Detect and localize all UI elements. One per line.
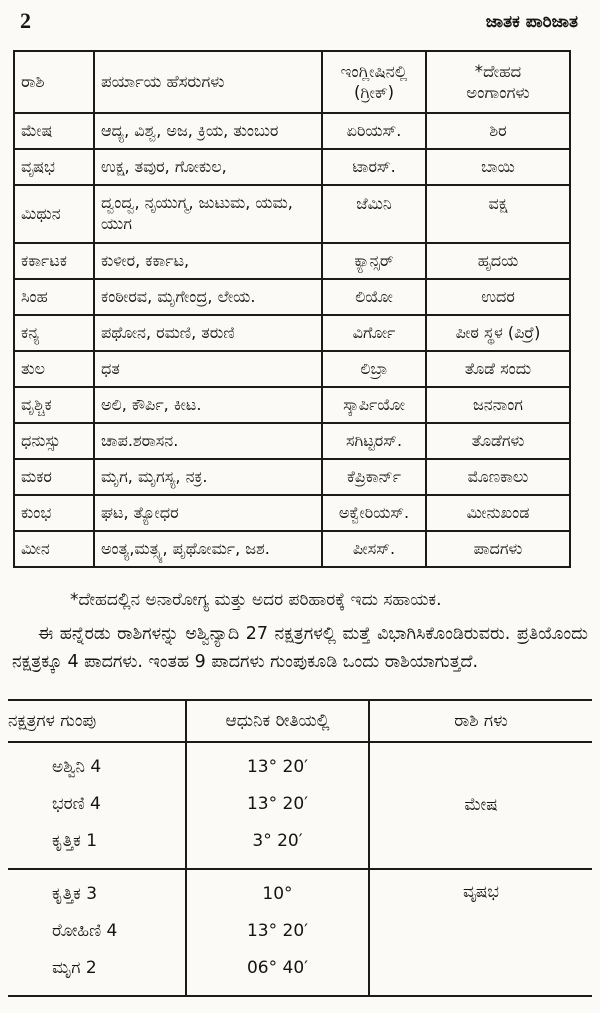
degree-value: 06° 40′ — [246, 957, 309, 978]
table-row — [14, 279, 570, 315]
alternate-names: ಚಾಪ.ಶರಾಸನ. — [94, 423, 322, 459]
running-title: ಜಾತಕ ಪಾರಿಜಾತ — [485, 12, 578, 32]
greek-name: ವಿರ್ಗೋ — [322, 315, 426, 351]
body-part: ಮೀನುಖಂಡ — [426, 495, 570, 531]
alternate-names: ಆದ್ಯ, ವಿಶ್ವ, ಅಜ, ಕ್ರಿಯ, ತುಂಬುರ — [94, 113, 322, 149]
page-number: 2 — [20, 8, 31, 33]
alternate-names: ಕಂಠೀರವ, ಮೃಗೇಂದ್ರ, ಲೇಯ. — [94, 279, 322, 315]
col-header-body-parts — [426, 51, 570, 113]
body-part: ಪೀಠ ಸ್ಥಳ (ಪಿರ್ರೆ) — [426, 315, 570, 351]
nakshatra-name: ಮೃಗ 2 — [52, 957, 97, 978]
degree-values — [185, 743, 370, 868]
rashi-name: ವೃಷಭ — [14, 149, 94, 185]
alternate-names: ಅಂತ್ಯ,ಮತ್ಸ್ಯ, ಪೃಥೋರ್ಮ, ಜಶ. — [94, 531, 322, 567]
col-header-english-greek — [322, 51, 426, 113]
page-header — [0, 0, 600, 34]
alternate-names: ದ್ವಂದ್ವ, ನೃಯುಗ್ಮ, ಜುಟುಮ, ಯಮ, ಯುಗ — [94, 185, 322, 243]
degree-value: 3° 20′ — [252, 830, 303, 851]
body-part: ಉದರ — [426, 279, 570, 315]
rashi-name: ಕರ್ಕಾಟಕ — [14, 243, 94, 279]
nakshatra-name: ಕೃತ್ತಿಕ 1 — [52, 830, 98, 851]
nakshatra-table — [8, 699, 592, 997]
nakshatra-table-header-row — [8, 701, 592, 743]
rashi-table — [13, 50, 571, 568]
alternate-names: ಮೃಗ, ಮೃಗಸ್ಯ, ನಕ್ರ. — [94, 459, 322, 495]
table-row — [14, 459, 570, 495]
rashi-name: ಕನ್ಯ — [14, 315, 94, 351]
table-row — [14, 495, 570, 531]
nakshatra-name: ಅಶ್ವಿನಿ 4 — [52, 756, 102, 777]
greek-name: ಏರಿಯಸ್. — [322, 113, 426, 149]
nakshatra-name: ಭರಣಿ 4 — [52, 793, 101, 814]
greek-name: ಅಕ್ವೇರಿಯಸ್. — [322, 495, 426, 531]
col-header-alternate-names: ಪರ್ಯಾಯ ಹೆಸರುಗಳು — [94, 51, 322, 113]
nakshatra-group-mesha — [8, 743, 592, 870]
rashi-name: ಸಿಂಹ — [14, 279, 94, 315]
table-row — [14, 185, 570, 243]
rashi-name: ಕುಂಭ — [14, 495, 94, 531]
rashi-name: ಮಿಥುನ — [14, 185, 94, 243]
degree-values — [185, 870, 370, 995]
nakshatra-name: ರೋಹಿಣಿ 4 — [52, 920, 118, 941]
nakshatra-names — [8, 870, 185, 995]
body-part: ಹೃದಯ — [426, 243, 570, 279]
rashi-name: ಮೇಷ — [464, 795, 498, 816]
alternate-names: ಧತ — [94, 351, 322, 387]
body-part: ತೊಡೆಗಳು — [426, 423, 570, 459]
greek-name: ಪೀಸಸ್. — [322, 531, 426, 567]
greek-name: ಲಿಬ್ರಾ — [322, 351, 426, 387]
degree-value: 13° 20′ — [246, 920, 309, 941]
body-part: ಜನನಾಂಗ — [426, 387, 570, 423]
col-header-rashis: ರಾಶಿ ಗಳು — [454, 710, 508, 731]
body-part: ವಕ್ಷ — [426, 185, 570, 243]
col-header-english-line1: ಇಂಗ್ಲೀಷಿನಲ್ಲಿ — [340, 61, 408, 81]
table-row — [14, 351, 570, 387]
rashi-name: ಮಕರ — [14, 459, 94, 495]
body-part: ಬಾಯಿ — [426, 149, 570, 185]
greek-name: ಕೆಪ್ರಿಕಾರ್ನ್ — [322, 459, 426, 495]
col-header-body-line1: *ದೇಹದ — [474, 61, 522, 81]
nakshatra-name: ಕೃತ್ತಿಕ 3 — [52, 883, 98, 904]
table-footnote: *ದೇಹದಲ್ಲಿನ ಅನಾರೋಗ್ಯ ಮತ್ತು ಅದರ ಪರಿಹಾರಕ್ಕೆ ಇದು ಸಹಾಯಕ. — [70, 590, 442, 610]
rashi-name: ಮೀನ — [14, 531, 94, 567]
greek-name: ಸ್ಕಾರ್ಪಿಯೋ — [322, 387, 426, 423]
col-header-rashi: ರಾಶಿ — [14, 51, 94, 113]
table-row — [14, 149, 570, 185]
nakshatra-group-vrushabha — [8, 870, 592, 995]
greek-name: ಟಾರಸ್. — [322, 149, 426, 185]
alternate-names: ಘಟ, ತ್ಯೋಧರ — [94, 495, 322, 531]
table-row — [14, 387, 570, 423]
rashi-name: ವೃಷಭ — [462, 881, 500, 902]
rashi-name: ವೃಶ್ಚಿಕ — [14, 387, 94, 423]
degree-value: 13° 20′ — [246, 756, 309, 777]
alternate-names: ಕುಳೀರ, ಕರ್ಕಾಟ, — [94, 243, 322, 279]
greek-name: ಸಗಿಟ್ಟರಸ್. — [322, 423, 426, 459]
col-header-nakshatra-group: ನಕ್ಷತ್ರಗಳ ಗುಂಪು — [8, 710, 97, 731]
alternate-names: ಉಕ್ಷ, ತವುರ, ಗೋಕುಲ, — [94, 149, 322, 185]
rashi-name: ಮೇಷ — [14, 113, 94, 149]
greek-name: ಜೆಮಿನಿ — [322, 185, 426, 243]
group-rashi-label — [370, 743, 592, 868]
rashi-name: ಧನುಸ್ಸು — [14, 423, 94, 459]
alternate-names: ಪಥೋನ, ರಮಣಿ, ತರುಣಿ — [94, 315, 322, 351]
body-part: ತೊಡೆ ಸಂದು — [426, 351, 570, 387]
degree-value: 13° 20′ — [246, 793, 309, 814]
rashi-name: ತುಲ — [14, 351, 94, 387]
greek-name: ಲಿಯೋ — [322, 279, 426, 315]
group-rashi-label — [370, 870, 592, 995]
greek-name: ಕ್ಯಾನ್ಸರ್ — [322, 243, 426, 279]
body-part: ಶಿರ — [426, 113, 570, 149]
col-header-body-line2: ಅಂಗಾಂಗಳು — [466, 83, 530, 102]
body-paragraph: ಈ ಹನ್ನೆರಡು ರಾಶಿಗಳನ್ನು ಅಶ್ವಿನ್ಯಾದಿ 27 ನಕ್ಷತ್ರಗಳಲ್ಲಿ ಮತ್ತೆ ವಿಭಾಗಿಸಿಕೊಂಡಿರುವರು. ಪ್ರತಿಯೊಂದು ನಕ್ಷತ್ರಕ್ಕೂ 4 ಪಾದಗಳು. ಇಂತಹ 9 ಪಾದಗಳು ಗುಂಪುಕೂಡಿ ಒಂದು ರಾಶಿಯಾಗುತ್ತದೆ. — [12, 624, 588, 673]
alternate-names: ಅಲಿ, ಕೌರ್ಪಿ, ಕೀಟ. — [94, 387, 322, 423]
rashi-table-header-row — [14, 51, 570, 113]
nakshatra-names — [8, 743, 185, 868]
table-row — [14, 113, 570, 149]
table-row — [14, 423, 570, 459]
col-header-modern-style: ಆಧುನಿಕ ರೀತಿಯಲ್ಲಿ — [185, 701, 370, 741]
table-row — [14, 531, 570, 567]
body-part: ಪಾದಗಳು — [426, 531, 570, 567]
col-header-english-line2: (ಗ್ರೀಕ್) — [353, 83, 395, 102]
table-row — [14, 243, 570, 279]
table-row — [14, 315, 570, 351]
degree-value: 10° — [262, 883, 293, 904]
body-part: ಮೊಣಕಾಲು — [426, 459, 570, 495]
